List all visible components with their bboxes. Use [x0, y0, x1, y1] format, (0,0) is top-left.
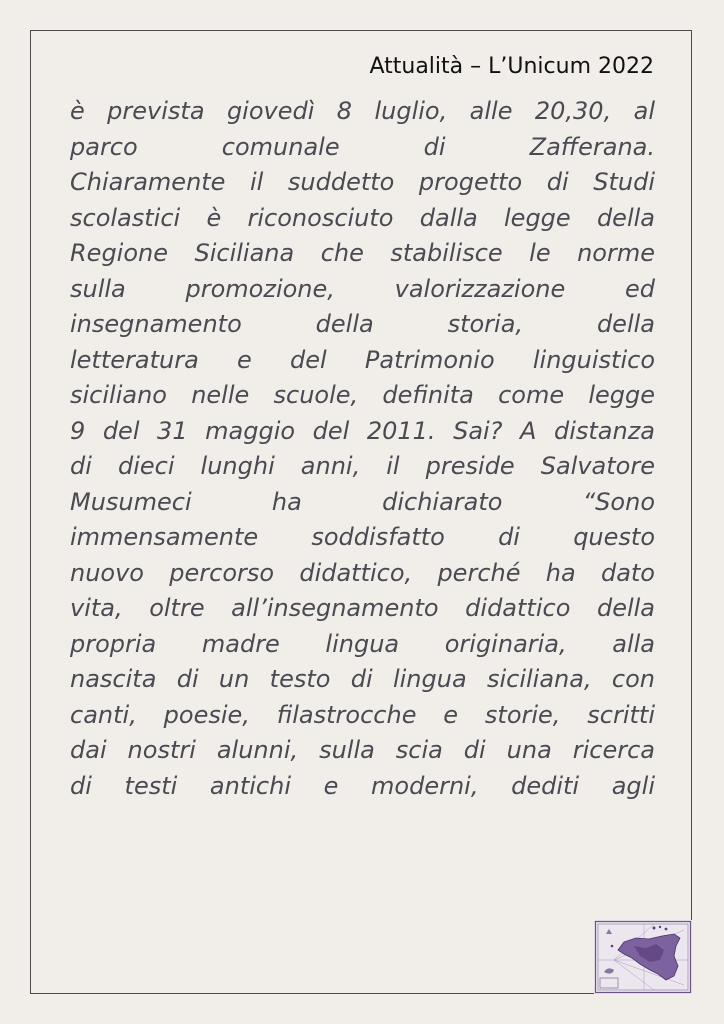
- text-line: siciliano nelle scuole, definita come legge: [70, 381, 655, 409]
- text-line: di dieci lunghi anni, il preside Salvatore: [70, 452, 655, 480]
- text-line: canti, poesie, filastrocche e storie, scritti: [70, 700, 655, 729]
- text-line: nuovo percorso didattico, perché ha dato: [70, 558, 655, 587]
- text-line: scolastici è riconosciuto dalla legge della: [70, 203, 655, 232]
- text-line: sulla promozione, valorizzazione ed: [70, 274, 655, 303]
- text-line: di testi antichi e moderni, dediti agli: [70, 771, 655, 800]
- text-line: letteratura e del Patrimonio linguistico: [70, 345, 655, 374]
- text-line: parco comunale di Zafferana.: [70, 132, 655, 161]
- text-line: immensamente soddisfatto di questo: [70, 523, 655, 551]
- text-line: 9 del 31 maggio del 2011. Sai? A distanza: [70, 416, 655, 445]
- text-line: Musumeci ha dichiarato “Sono: [70, 487, 655, 516]
- page-header: Attualità – L’Unicum 2022: [369, 54, 654, 79]
- text-line: insegnamento della storia, della: [70, 310, 655, 338]
- text-line: è prevista giovedì 8 luglio, alle 20,30, al: [70, 97, 655, 125]
- text-line: Regione Siciliana che stabilisce le norme: [70, 239, 655, 267]
- text-line: Chiaramente il suddetto progetto di Studi: [70, 168, 655, 196]
- text-line: propria madre lingua originaria, alla: [70, 629, 655, 658]
- text-line: nascita di un testo di lingua siciliana, con: [70, 665, 655, 693]
- text-line: dai nostri alunni, sulla scia di una ricerca: [70, 736, 655, 764]
- text-line: vita, oltre all’insegnamento didattico della: [70, 594, 655, 622]
- sicily-map-icon: [594, 920, 692, 994]
- article-body: [70, 94, 655, 804]
